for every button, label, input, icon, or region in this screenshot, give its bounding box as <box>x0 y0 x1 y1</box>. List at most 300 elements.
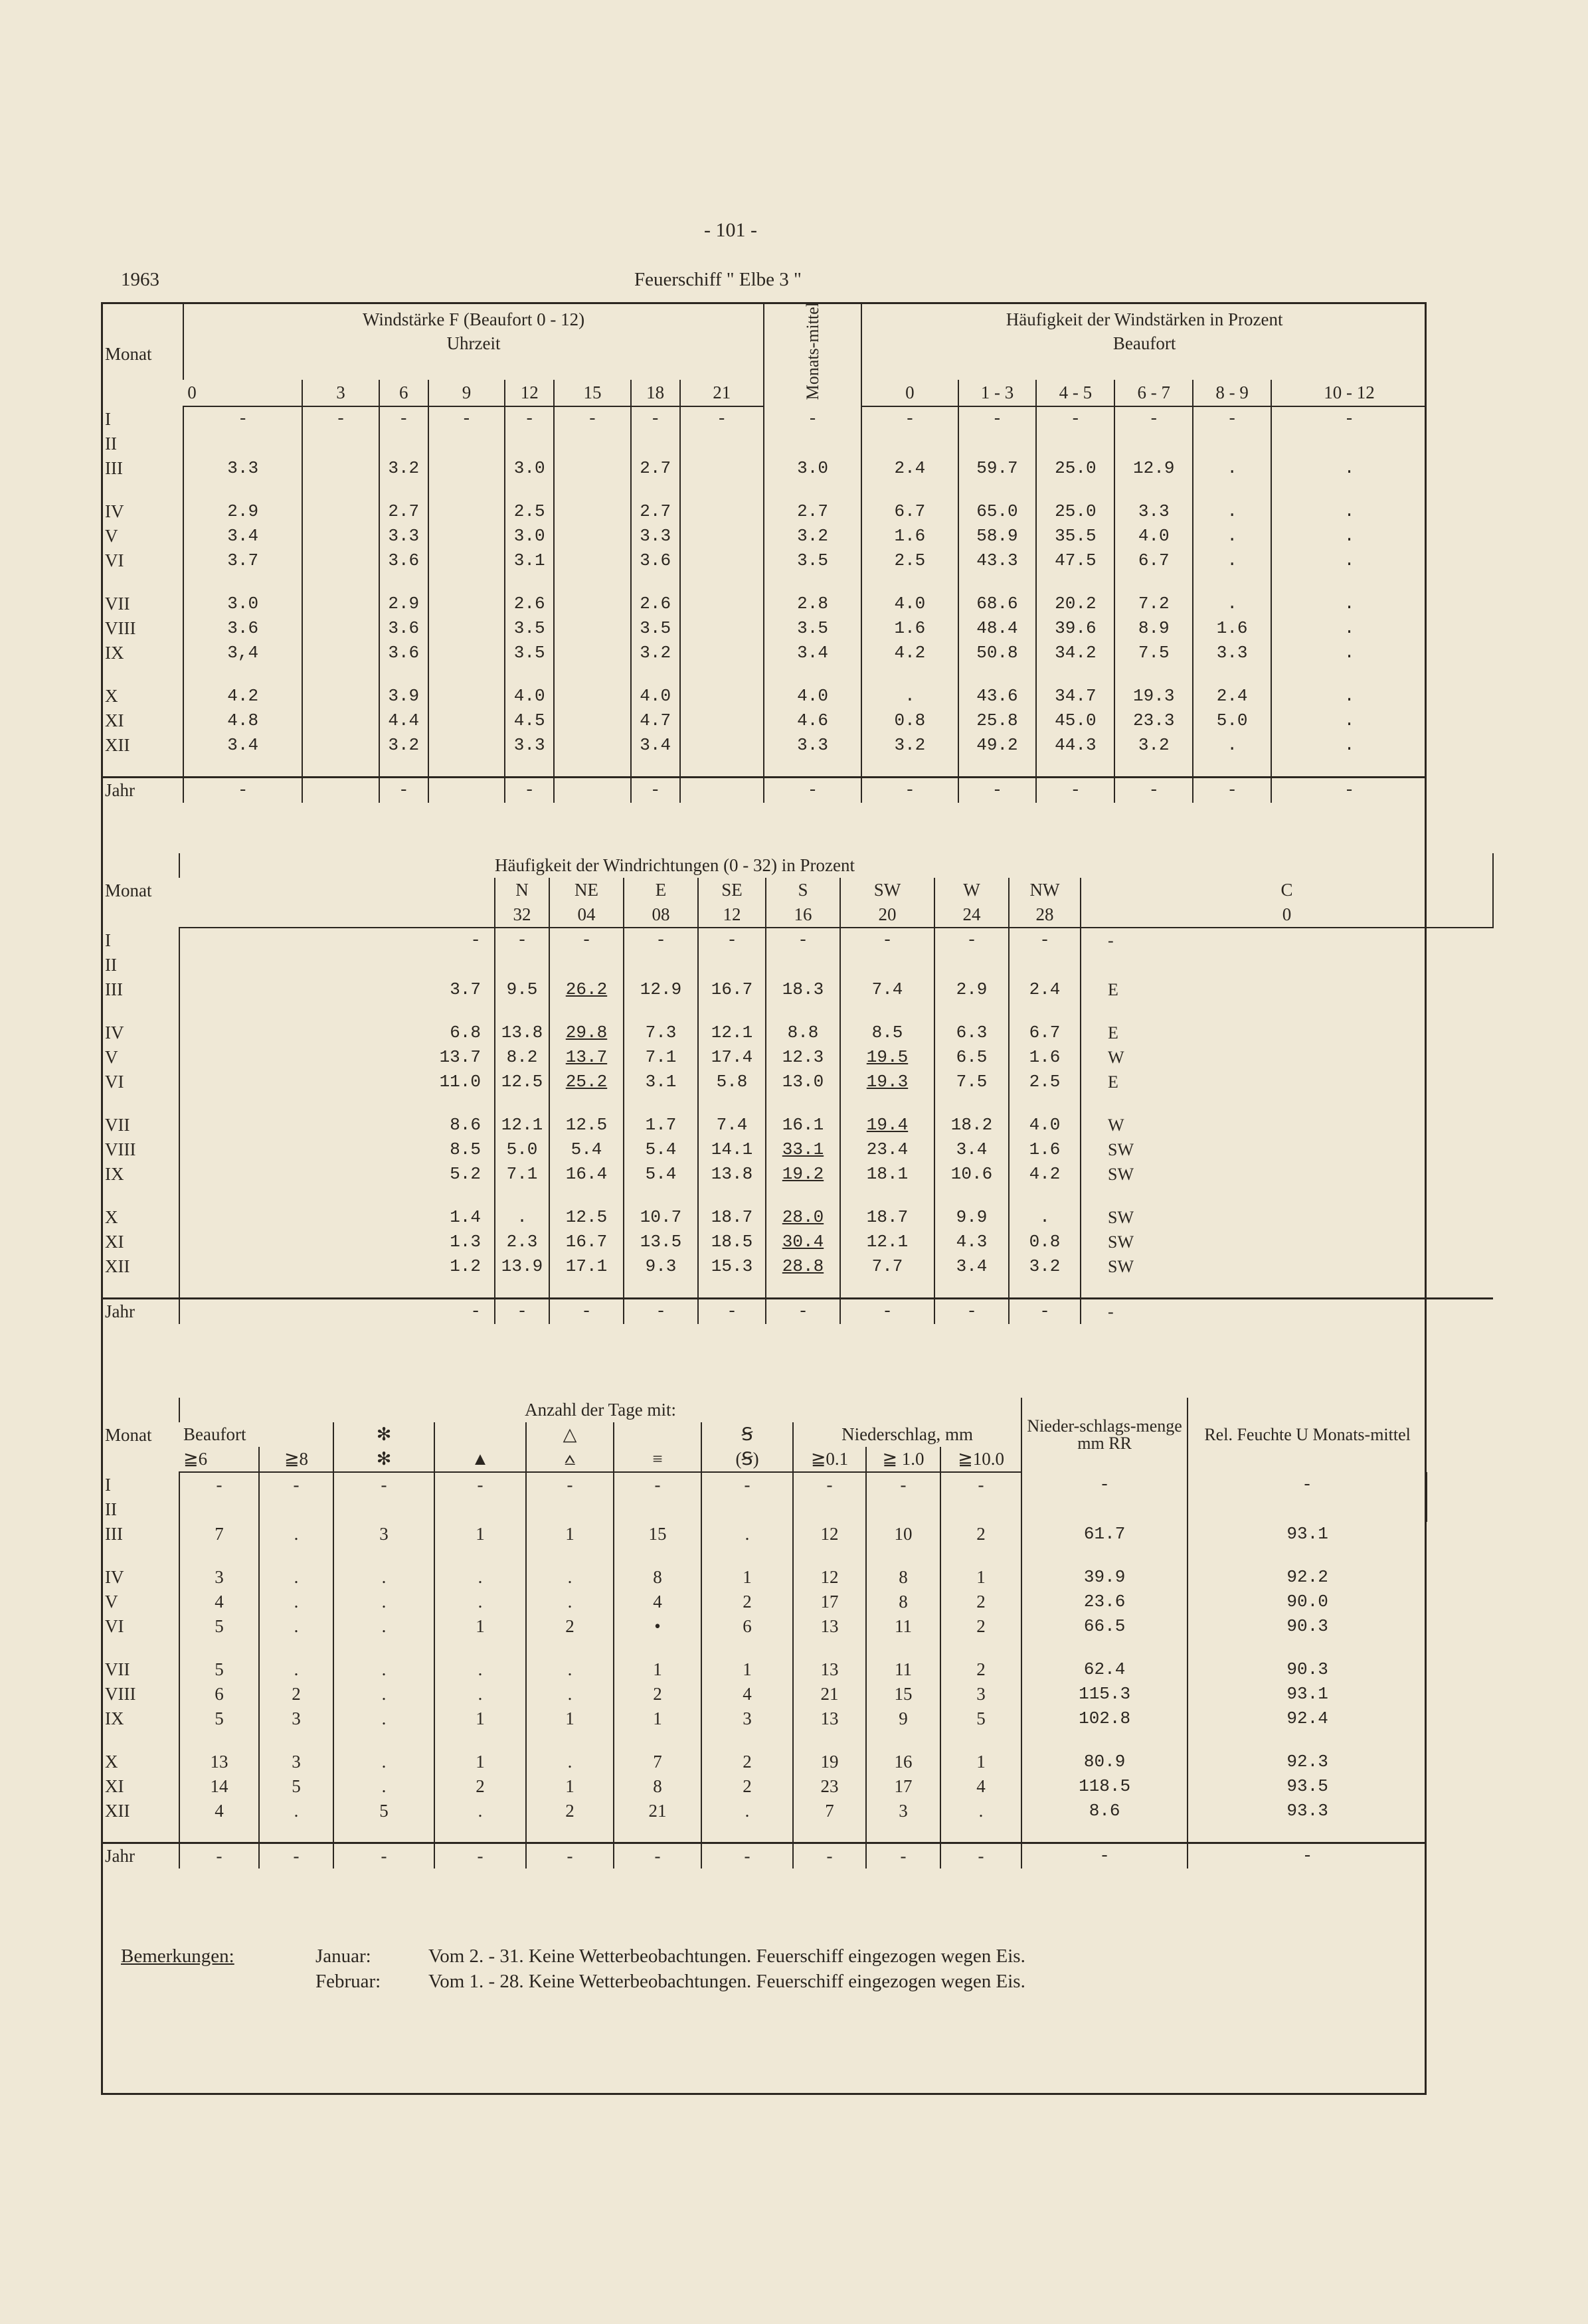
value-cell: - <box>495 928 549 953</box>
value-cell: . <box>434 1682 526 1706</box>
value-cell: 8 <box>866 1590 940 1614</box>
value-cell <box>1021 1497 1188 1522</box>
value-cell <box>1188 1497 1427 1522</box>
month-label: Jahr <box>101 1299 179 1325</box>
value-cell: . <box>1271 684 1427 708</box>
value-cell: 1 <box>940 1565 1021 1590</box>
value-cell: - <box>934 928 1009 953</box>
value-cell <box>428 641 505 665</box>
month-label: VI <box>105 1072 124 1092</box>
month-row <box>101 977 1493 1002</box>
value-cell <box>1009 953 1081 977</box>
value-cell: . <box>1271 499 1427 524</box>
month-label: I <box>105 930 111 950</box>
month-row <box>101 1706 1427 1731</box>
value-cell: 3.2 <box>764 524 861 548</box>
value-cell: 59.7 <box>958 456 1037 481</box>
month-row <box>101 684 1427 708</box>
value-cell: 29.8 <box>549 1021 624 1045</box>
direction-degree: 32 <box>495 902 549 928</box>
value-cell <box>680 684 764 708</box>
value-cell: - <box>179 1299 495 1325</box>
value-cell: 7.1 <box>495 1162 549 1187</box>
value-cell: 2 <box>701 1774 793 1799</box>
value-cell: 6.5 <box>934 1045 1009 1070</box>
value-cell: 9.3 <box>624 1254 698 1279</box>
month-row <box>101 456 1427 481</box>
value-cell: . <box>1009 1205 1081 1230</box>
month-label: II <box>105 434 117 454</box>
value-cell: . <box>1193 499 1271 524</box>
ge8-header: ≧8 <box>259 1447 333 1472</box>
value-cell: 16.7 <box>698 977 766 1002</box>
value-cell: 3.1 <box>505 548 554 573</box>
value-cell: . <box>526 1682 614 1706</box>
value-cell: 13.7 <box>179 1045 495 1070</box>
month-row <box>101 1070 1493 1094</box>
month-row <box>101 432 1427 456</box>
value-cell: 2 <box>940 1522 1021 1546</box>
value-cell: 20.2 <box>1036 592 1114 616</box>
value-cell <box>302 456 379 481</box>
value-cell: . <box>1271 456 1427 481</box>
value-cell <box>680 524 764 548</box>
value-cell: 3.5 <box>505 616 554 641</box>
value-cell: 3.3 <box>379 524 428 548</box>
month-label: VII <box>105 1115 130 1135</box>
direction-label: W <box>934 878 1009 902</box>
monat-header: Monat <box>105 344 152 365</box>
value-cell: - <box>614 1843 701 1869</box>
value-cell: 9.9 <box>934 1205 1009 1230</box>
value-cell: 0.8 <box>861 708 958 733</box>
value-cell: 4 <box>940 1774 1021 1799</box>
value-cell <box>1271 432 1427 456</box>
month-row <box>101 1205 1493 1230</box>
value-cell: 90.3 <box>1188 1657 1427 1682</box>
value-cell <box>680 616 764 641</box>
direction-degree: 12 <box>698 902 766 928</box>
value-cell: 93.1 <box>1188 1682 1427 1706</box>
value-cell <box>379 432 428 456</box>
value-cell: 7 <box>793 1799 866 1823</box>
value-cell: 25.0 <box>1036 499 1114 524</box>
value-cell <box>428 684 505 708</box>
value-cell: . <box>526 1750 614 1774</box>
value-cell <box>680 548 764 573</box>
beaufort-class: 4 - 5 <box>1036 380 1114 406</box>
value-cell: - <box>549 1299 624 1325</box>
hour-18: 18 <box>631 380 680 406</box>
value-cell: 3.6 <box>379 548 428 573</box>
value-cell: 6.7 <box>1009 1021 1081 1045</box>
value-cell: 7.1 <box>624 1045 698 1070</box>
beaufort-class: 8 - 9 <box>1193 380 1271 406</box>
remark-january: Januar: Vom 2. - 31. Keine Wetterbeobachtungen. Feuerschiff eingezogen wegen Eis. <box>315 1946 1025 1967</box>
value-cell <box>428 616 505 641</box>
direction-label: E <box>624 878 698 902</box>
month-label: V <box>105 1047 118 1067</box>
value-cell <box>302 616 379 641</box>
value-cell <box>428 456 505 481</box>
value-cell: . <box>495 1205 549 1230</box>
value-cell: 23 <box>793 1774 866 1799</box>
value-cell: 92.4 <box>1188 1706 1427 1731</box>
value-cell <box>428 499 505 524</box>
value-cell: . <box>940 1799 1021 1823</box>
value-cell: - <box>179 928 495 953</box>
value-cell: - <box>1193 778 1271 803</box>
value-cell <box>302 432 379 456</box>
value-cell: 11 <box>866 1657 940 1682</box>
hour-6: 6 <box>379 380 428 406</box>
direction-degree: 24 <box>934 902 1009 928</box>
hour-21: 21 <box>680 380 764 406</box>
value-cell <box>680 456 764 481</box>
value-cell: - <box>1188 1843 1427 1869</box>
value-cell: 7.7 <box>840 1254 934 1279</box>
value-cell: 4.7 <box>631 708 680 733</box>
value-cell <box>179 1497 259 1522</box>
value-cell <box>526 1497 614 1522</box>
value-cell: 11 <box>866 1614 940 1639</box>
monatsmittel-header: Monats-mittel <box>764 302 861 406</box>
value-cell: - <box>840 928 934 953</box>
value-cell: - <box>793 1472 866 1497</box>
direction-label: N <box>495 878 549 902</box>
value-cell: . <box>1193 548 1271 573</box>
prevailing-direction: - <box>1081 1299 1493 1325</box>
value-cell: 93.5 <box>1188 1774 1427 1799</box>
precip-10-header: ≧ 1.0 <box>866 1447 940 1472</box>
value-cell: 4.0 <box>861 592 958 616</box>
value-cell: 2.4 <box>1193 684 1271 708</box>
precip-100-header: ≧10.0 <box>940 1447 1021 1472</box>
value-cell: - <box>1271 406 1427 432</box>
value-cell: 4.3 <box>934 1230 1009 1254</box>
value-cell: - <box>940 1472 1021 1497</box>
value-cell: . <box>1271 641 1427 665</box>
value-cell: 6 <box>179 1682 259 1706</box>
value-cell: 115.3 <box>1021 1682 1188 1706</box>
value-cell <box>428 592 505 616</box>
value-cell: 5.4 <box>624 1137 698 1162</box>
month-row <box>101 406 1427 432</box>
value-cell: - <box>1036 406 1114 432</box>
value-cell: 17.1 <box>549 1254 624 1279</box>
month-label: VII <box>105 1659 130 1679</box>
prevailing-direction: SW <box>1081 1205 1493 1230</box>
value-cell: 4.0 <box>631 684 680 708</box>
value-cell: . <box>333 1565 434 1590</box>
value-cell: 4 <box>701 1682 793 1706</box>
value-cell: 4.2 <box>1009 1162 1081 1187</box>
value-cell: 18.1 <box>840 1162 934 1187</box>
prevailing-direction: SW <box>1081 1162 1493 1187</box>
value-cell: 30.4 <box>766 1230 840 1254</box>
value-cell: . <box>259 1799 333 1823</box>
windstaerke-header: Windstärke F (Beaufort 0 - 12) Uhrzeit <box>183 302 764 380</box>
value-cell: 7.3 <box>624 1021 698 1045</box>
value-cell: 47.5 <box>1036 548 1114 573</box>
value-cell: 12.9 <box>1114 456 1193 481</box>
value-cell: . <box>434 1590 526 1614</box>
value-cell <box>680 641 764 665</box>
value-cell <box>766 953 840 977</box>
value-cell: 13.9 <box>495 1254 549 1279</box>
value-cell <box>554 616 631 641</box>
direction-degree: 0 <box>1081 902 1493 928</box>
value-cell: 6.7 <box>1114 548 1193 573</box>
value-cell: 13.8 <box>698 1162 766 1187</box>
value-cell: 80.9 <box>1021 1750 1188 1774</box>
value-cell: 19 <box>793 1750 866 1774</box>
value-cell: 6.3 <box>934 1021 1009 1045</box>
value-cell: 2 <box>940 1614 1021 1639</box>
value-cell: - <box>631 778 680 803</box>
month-label: XII <box>105 1801 130 1821</box>
value-cell: 6.8 <box>179 1021 495 1045</box>
value-cell: 16.7 <box>549 1230 624 1254</box>
value-cell <box>934 953 1009 977</box>
value-cell: - <box>1188 1472 1427 1497</box>
value-cell <box>861 432 958 456</box>
month-row <box>101 1774 1427 1799</box>
value-cell: 61.7 <box>1021 1522 1188 1546</box>
value-cell: 12 <box>793 1565 866 1590</box>
value-cell: 3 <box>866 1799 940 1823</box>
value-cell: 4.4 <box>379 708 428 733</box>
value-cell <box>958 432 1037 456</box>
month-label: VI <box>105 1616 124 1636</box>
value-cell: 17 <box>866 1774 940 1799</box>
value-cell: 7.4 <box>698 1113 766 1137</box>
value-cell: . <box>333 1750 434 1774</box>
value-cell: - <box>840 1299 934 1325</box>
wind-direction-table <box>101 853 1493 1324</box>
value-cell: 19.3 <box>840 1070 934 1094</box>
value-cell: 12.5 <box>495 1070 549 1094</box>
value-cell <box>680 432 764 456</box>
value-cell: 3.4 <box>183 733 302 758</box>
month-row <box>101 616 1427 641</box>
value-cell: - <box>701 1472 793 1497</box>
value-cell: 13.8 <box>495 1021 549 1045</box>
value-cell: 1 <box>434 1706 526 1731</box>
month-row <box>101 641 1427 665</box>
value-cell: - <box>302 406 379 432</box>
month-row <box>101 1565 1427 1590</box>
value-cell: 5.4 <box>549 1137 624 1162</box>
value-cell: 1 <box>940 1750 1021 1774</box>
value-cell: 2.8 <box>764 592 861 616</box>
month-row <box>101 1750 1427 1774</box>
direction-label: SE <box>698 878 766 902</box>
value-cell <box>1114 432 1193 456</box>
month-row <box>101 524 1427 548</box>
value-cell: - <box>179 1843 259 1869</box>
value-cell: 3 <box>179 1565 259 1590</box>
value-cell <box>631 432 680 456</box>
month-label: VII <box>105 594 130 614</box>
value-cell: . <box>1271 548 1427 573</box>
value-cell: 65.0 <box>958 499 1037 524</box>
month-label: Jahr <box>101 778 183 803</box>
value-cell: - <box>333 1472 434 1497</box>
value-cell: . <box>333 1657 434 1682</box>
value-cell: 4.0 <box>1114 524 1193 548</box>
month-row <box>101 733 1427 758</box>
value-cell: 1.3 <box>179 1230 495 1254</box>
value-cell: 9 <box>866 1706 940 1731</box>
value-cell: 1 <box>701 1657 793 1682</box>
value-cell: 7 <box>614 1750 701 1774</box>
value-cell: 4.0 <box>505 684 554 708</box>
value-cell: 28.8 <box>766 1254 840 1279</box>
value-cell: 12.9 <box>624 977 698 1002</box>
value-cell <box>614 1497 701 1522</box>
rel-feuchte-header: Rel. Feuchte U Monats-mittel <box>1188 1398 1427 1472</box>
direction-label: SW <box>840 878 934 902</box>
value-cell <box>302 524 379 548</box>
value-cell: . <box>434 1565 526 1590</box>
value-cell <box>302 499 379 524</box>
value-cell: 19.4 <box>840 1113 934 1137</box>
value-cell: 3.6 <box>379 641 428 665</box>
value-cell: 17 <box>793 1590 866 1614</box>
value-cell: 13 <box>793 1614 866 1639</box>
value-cell: 3.4 <box>631 733 680 758</box>
value-cell: 2.4 <box>861 456 958 481</box>
value-cell: 14.1 <box>698 1137 766 1162</box>
beaufort-class: 6 - 7 <box>1114 380 1193 406</box>
value-cell: . <box>333 1682 434 1706</box>
value-cell: - <box>1193 406 1271 432</box>
month-row <box>101 1497 1427 1522</box>
value-cell: 2.6 <box>631 592 680 616</box>
value-cell: 3.6 <box>183 616 302 641</box>
value-cell: 1 <box>434 1750 526 1774</box>
value-cell: 3.2 <box>631 641 680 665</box>
value-cell: 5 <box>259 1774 333 1799</box>
value-cell: 18.3 <box>766 977 840 1002</box>
value-cell <box>866 1497 940 1522</box>
value-cell: 12.1 <box>840 1230 934 1254</box>
value-cell: 2 <box>701 1750 793 1774</box>
value-cell: 1 <box>614 1706 701 1731</box>
month-label: VIII <box>105 1684 136 1704</box>
value-cell <box>428 548 505 573</box>
value-cell: 3.6 <box>631 548 680 573</box>
value-cell: 1 <box>434 1614 526 1639</box>
value-cell: 23.4 <box>840 1137 934 1162</box>
value-cell: 2 <box>526 1799 614 1823</box>
value-cell: 3.5 <box>631 616 680 641</box>
value-cell: 49.2 <box>958 733 1037 758</box>
value-cell: 25.8 <box>958 708 1037 733</box>
value-cell: 15 <box>614 1522 701 1546</box>
value-cell: - <box>333 1843 434 1869</box>
month-label: Jahr <box>101 1843 179 1869</box>
value-cell: 18.5 <box>698 1230 766 1254</box>
value-cell: 4.6 <box>764 708 861 733</box>
value-cell <box>624 953 698 977</box>
value-cell <box>1036 432 1114 456</box>
month-label: IX <box>105 1164 124 1184</box>
value-cell: 58.9 <box>958 524 1037 548</box>
value-cell <box>505 432 554 456</box>
value-cell <box>554 733 631 758</box>
value-cell <box>554 499 631 524</box>
hour-15: 15 <box>554 380 631 406</box>
value-cell: . <box>259 1614 333 1639</box>
month-label: I <box>105 408 111 429</box>
month-row <box>101 1682 1427 1706</box>
beaufort-header: Beaufort <box>183 1424 246 1444</box>
fog-icon: ≡ <box>614 1447 701 1472</box>
value-cell: 3.0 <box>505 456 554 481</box>
value-cell: 4.0 <box>1009 1113 1081 1137</box>
direction-label: NW <box>1009 878 1081 902</box>
niederschlagsmenge-header: Nieder-schlags-menge mm RR <box>1021 1398 1188 1472</box>
value-cell: 23.3 <box>1114 708 1193 733</box>
value-cell: 1.6 <box>861 616 958 641</box>
month-row <box>101 1254 1493 1279</box>
value-cell <box>302 684 379 708</box>
value-cell <box>183 432 302 456</box>
value-cell: - <box>614 1472 701 1497</box>
value-cell: 2 <box>701 1590 793 1614</box>
value-cell: 90.0 <box>1188 1590 1427 1614</box>
value-cell: - <box>549 928 624 953</box>
value-cell <box>554 592 631 616</box>
value-cell: . <box>1193 456 1271 481</box>
value-cell: . <box>259 1657 333 1682</box>
value-cell: 3.2 <box>1009 1254 1081 1279</box>
value-cell: 13.5 <box>624 1230 698 1254</box>
value-cell: - <box>680 406 764 432</box>
value-cell: 18.7 <box>840 1205 934 1230</box>
value-cell <box>428 778 505 803</box>
value-cell: - <box>766 1299 840 1325</box>
value-cell: 5 <box>179 1614 259 1639</box>
value-cell <box>554 778 631 803</box>
value-cell: 3.2 <box>861 733 958 758</box>
month-label: II <box>105 1499 117 1519</box>
value-cell: 5.0 <box>1193 708 1271 733</box>
value-cell: . <box>1193 733 1271 758</box>
month-label: VI <box>105 550 124 571</box>
value-cell: 5 <box>179 1657 259 1682</box>
value-cell: 25.2 <box>549 1070 624 1094</box>
month-label: III <box>105 979 123 999</box>
value-cell: - <box>698 928 766 953</box>
value-cell: 3 <box>940 1682 1021 1706</box>
value-cell: 12.1 <box>495 1113 549 1137</box>
value-cell: 2 <box>614 1682 701 1706</box>
prevailing-direction: SW <box>1081 1137 1493 1162</box>
value-cell: 3 <box>701 1706 793 1731</box>
value-cell <box>302 641 379 665</box>
value-cell: . <box>1271 592 1427 616</box>
blank-header <box>614 1422 701 1447</box>
value-cell: 13 <box>179 1750 259 1774</box>
value-cell: 62.4 <box>1021 1657 1188 1682</box>
value-cell: - <box>526 1843 614 1869</box>
value-cell: 2.7 <box>379 499 428 524</box>
value-cell <box>302 733 379 758</box>
month-label: III <box>105 1524 123 1544</box>
